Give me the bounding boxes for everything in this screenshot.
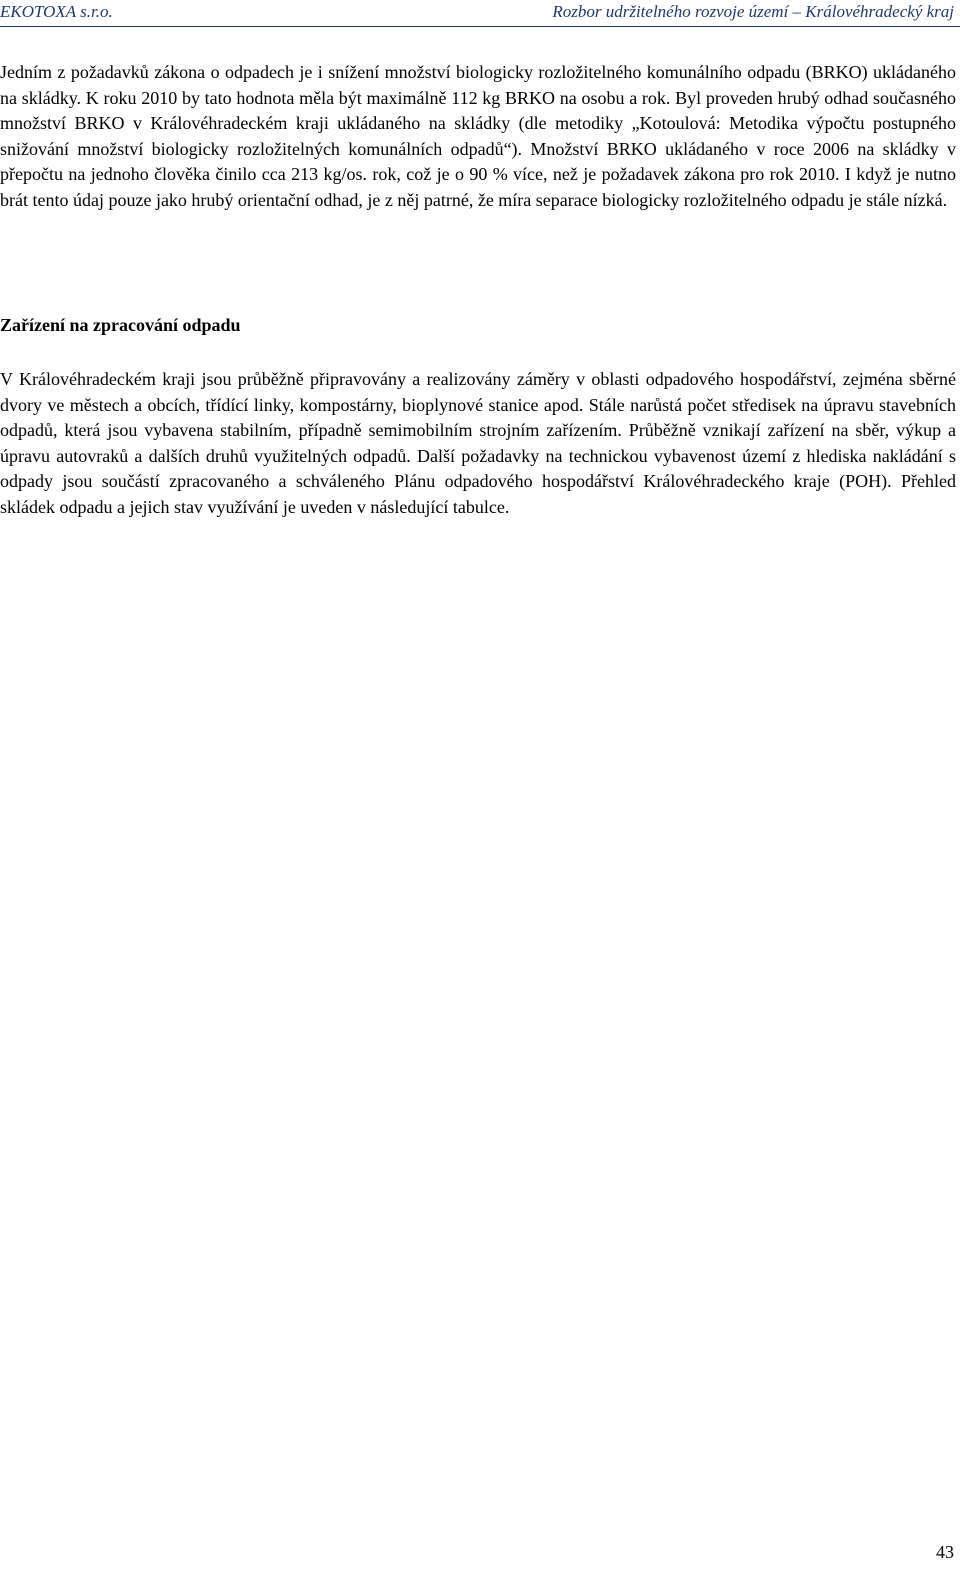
paragraph-brko: Jedním z požadavků zákona o odpadech je i snížení množství biologicky rozložitelného komunálního odpadu (BRKO) ukládaného na skládky. K roku 2010 by tato hodnota měla být maximálně 112 kg BRKO na osobu a rok. Byl proveden hrubý odhad současného množství BRKO v Královéhradeckém kraji ukládaného na skládky (dle metodiky „Kotoulová: Metodika výpočtu postupného snižování množství biologicky rozložitelných komunálních odpadů“). Množství BRKO ukládaného v roce 2006 na skládky v přepočtu na jednoho člověka činilo cca 213 kg/os. rok, což je o 90 % více, než je požadavek zákona pro rok 2010. I když je nutno brát tento údaj pouze jako hrubý orientační odhad, je z něj patrné, že míra separace biologicky rozložitelného odpadu je stále nízká. — [0, 62, 956, 210]
header-company-name: EKOTOXA s.r.o. — [0, 2, 113, 21]
page-header — [0, 0, 960, 24]
paragraph-facilities: V Královéhradeckém kraji jsou průběžně připravovány a realizovány záměry v oblasti odpadového hospodářství, zejména sběrné dvory ve městech a obcích, třídící linky, kompostárny, bioplynové stanice apod. Stále narůstá počet středisek na úpravu stavebních odpadů, která jsou vybavena stabilním, případně semimobilním strojním zařízením. Průběžně vznikají zařízení na sběr, výkup a úpravu autovraků a dalších druhů využitelných odpadů. Další požadavky na technickou vybavenost území z hlediska nakládání s odpady jsou součástí zpracovaného a schváleného Plánu odpadového hospodářství Královéhradeckého kraje (POH). Přehled skládek odpadu a jejich stav využívání je uveden v následující tabulce. — [0, 369, 956, 517]
header-divider — [0, 26, 960, 27]
header-document-title: Rozbor udržitelného rozvoje území – Královéhradecký kraj — [552, 2, 954, 21]
section-heading: Zařízení na zpracování odpadu — [0, 315, 241, 335]
page-number: 43 — [936, 1542, 954, 1562]
